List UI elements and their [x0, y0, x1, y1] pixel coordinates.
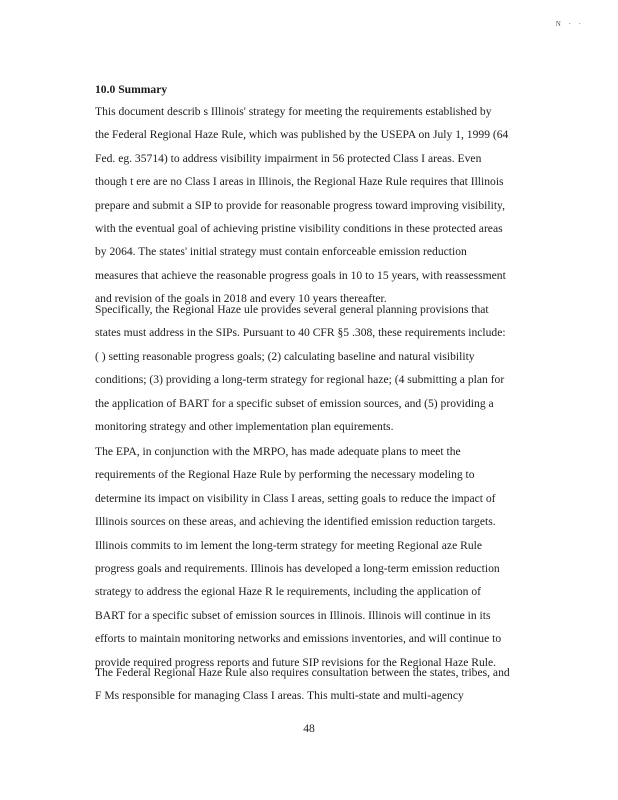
page-number: 48 — [303, 722, 315, 735]
paragraph-line: prepare and submit a SIP to provide for reasonable progress toward improving visibility, — [95, 198, 505, 212]
paragraph-line: provide required progress reports and future SIP revisions for the Regional Haze Rule. — [95, 655, 497, 669]
paragraph-line: by 2064. The states' initial strategy must contain enforceable emission reduction — [95, 245, 467, 259]
paragraph-line: conditions; (3) providing a long-term strategy for regional haze; (4 submitting a plan for — [95, 373, 505, 387]
section-heading: 10.0 Summary — [95, 83, 168, 96]
paragraph-line: monitoring strategy and other implementation plan equirements. — [95, 420, 394, 434]
paragraph-line: and revision of the goals in 2018 and every 10 years thereafter. — [95, 292, 387, 306]
paragraph-line: This document describ s Illinois' strategy for meeting the requirements established by — [95, 105, 492, 118]
paragraph-line: the application of BART for a specific subset of emission sources, and (5) providing a — [95, 396, 494, 410]
paragraph-line: requirements of the Regional Haze Rule by performing the necessary modeling to — [95, 468, 475, 482]
paragraph-line: The EPA, in conjunction with the MRPO, has made adequate plans to meet the — [95, 445, 461, 458]
paragraph-line: determine its impact on visibility in Class I areas, setting goals to reduce the impact of — [95, 491, 496, 505]
paragraph-1 — [95, 100, 525, 311]
paragraph-line: ( ) setting reasonable progress goals; (2) calculating baseline and natural visibility — [95, 349, 475, 363]
paragraph-3 — [95, 440, 525, 674]
paragraph-line: with the eventual goal of achieving pristine visibility conditions in these protected areas — [95, 222, 503, 236]
paragraph-line: the Federal Regional Haze Rule, which was published by the USEPA on July 1, 1999 (64 — [95, 128, 509, 142]
paragraph-line: Illinois sources on these areas, and achieving the identified emission reduction targets. — [95, 515, 496, 529]
paragraph-2 — [95, 298, 525, 438]
paragraph-line: Specifically, the Regional Haze ule provides several general planning provisions that — [95, 303, 489, 316]
paragraph-line: progress goals and requirements. Illinois has developed a long-term emission reduction — [95, 562, 500, 576]
corner-mark: N · · — [555, 20, 584, 28]
paragraph-line: though t ere are no Class I areas in Illinois, the Regional Haze Rule requires that Illinois — [95, 175, 504, 189]
paragraph-4 — [95, 661, 525, 708]
paragraph-line: Fed. eg. 35714) to address visibility impairment in 56 protected Class I areas. Even — [95, 151, 482, 165]
paragraph-line: strategy to address the egional Haze R le requirements, including the application of — [95, 585, 482, 599]
paragraph-line: Illinois commits to im lement the long-term strategy for meeting Regional aze Rule — [95, 538, 483, 552]
paragraph-line: measures that achieve the reasonable progress goals in 10 to 15 years, with reassessment — [95, 268, 506, 282]
paragraph-line: efforts to maintain monitoring networks and emissions inventories, and will continue to — [95, 632, 502, 646]
paragraph-line: F Ms responsible for managing Class I areas. This multi-state and multi-agency — [95, 689, 464, 703]
paragraph-line: The Federal Regional Haze Rule also requires consultation between the states, tribes, and — [95, 666, 510, 679]
paragraph-line: states must address in the SIPs. Pursuant to 40 CFR §5 .308, these requirements include: — [95, 326, 506, 340]
paragraph-line: BART for a specific subset of emission sources in Illinois. Illinois will continue in its — [95, 608, 491, 622]
